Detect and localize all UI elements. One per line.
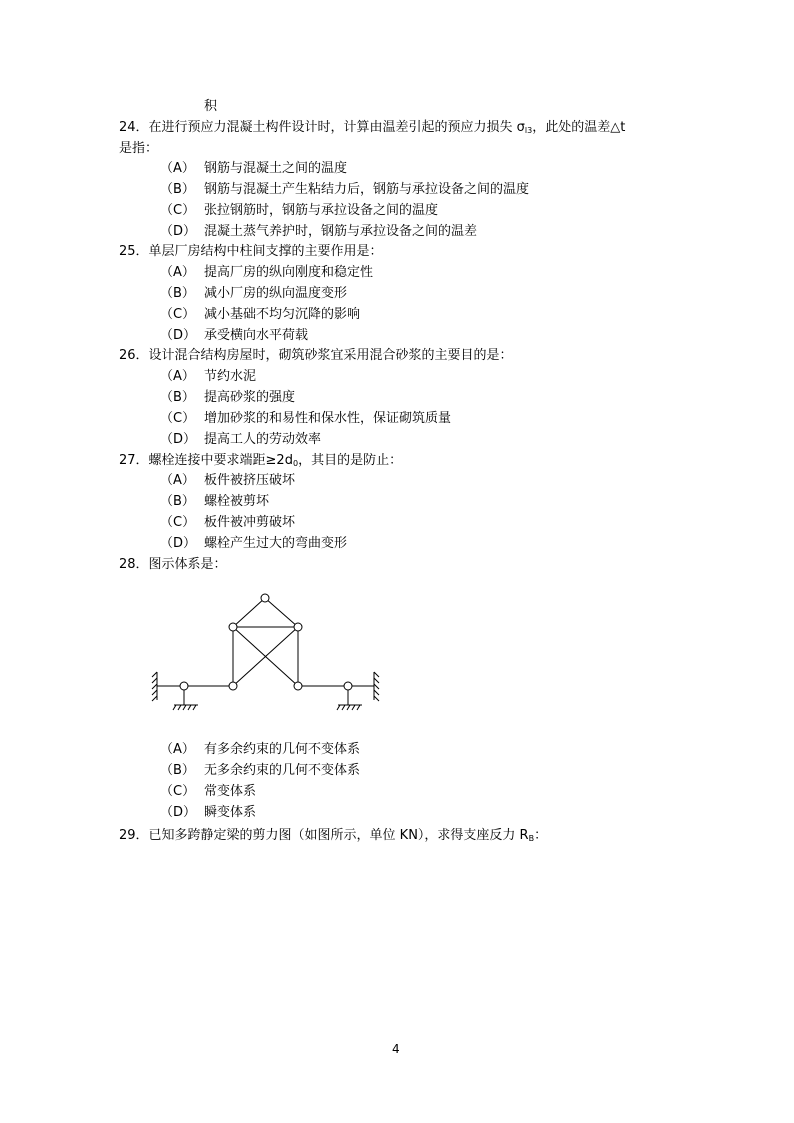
option-label: （D） [160,536,197,551]
option-text: 螺栓被剪坏 [204,494,270,509]
q26-option-a [160,367,256,387]
q29-stem-a: 29．已知多跨静定梁的剪力图（如图所示，单位 KN），求得支座反力 R [119,828,529,843]
members [157,598,374,705]
option-label: （A） [160,473,195,488]
q26-option-d [160,430,321,450]
option-text: 瞬变体系 [204,805,257,820]
q28-option-b [160,761,360,781]
option-text: 承受横向水平荷载 [204,328,309,343]
option-text: 节约水泥 [204,369,257,384]
option-label: （C） [160,307,196,322]
q24-option-a [160,159,347,179]
option-label: （C） [160,411,196,426]
option-text: 常变体系 [204,784,257,799]
option-text: 钢筋与混凝土产生粘结力后，钢筋与承拉设备之间的温度 [204,182,530,197]
page-number: 4 [392,1042,400,1056]
q28-option-c [160,782,256,802]
q25-option-d [160,326,308,346]
option-text: 提高工人的劳动效率 [204,432,322,447]
option-label: （A） [160,161,195,176]
q27-option-d [160,534,347,554]
option-label: （B） [160,182,195,197]
q24-option-d [160,222,477,242]
right-wall-support [374,672,379,701]
option-text: 提高砂浆的强度 [204,390,296,405]
option-label: （B） [160,390,195,405]
q24-stem-a: 24．在进行预应力混凝土构件设计时，计算由温差引起的预应力损失 σ [119,120,525,135]
q26-option-c [160,409,451,429]
q25-option-c [160,305,360,325]
option-text: 提高厂房的纵向刚度和稳定性 [204,265,374,280]
option-text: 板件被挤压破坏 [204,473,296,488]
question-28-stem: 28．图示体系是： [119,557,227,572]
option-label: （D） [160,432,197,447]
structure-diagram [140,580,400,720]
q27-option-b [160,492,269,512]
option-label: （D） [160,328,197,343]
q29-stem-sub: B [528,834,535,843]
option-text: 混凝土蒸气养护时，钢筋与承拉设备之间的温差 [204,224,478,239]
q24-option-c [160,201,438,221]
option-text: 减小基础不均匀沉降的影响 [204,307,361,322]
q29-stem-b: ： [534,828,548,843]
question-26-stem: 26．设计混合结构房屋时，砌筑砂浆宜采用混合砂浆的主要目的是： [119,348,513,363]
option-label: （D） [160,805,197,820]
continuation-text: 积 [204,99,218,114]
option-label: （B） [160,286,195,301]
question-24-stem [119,118,625,141]
q28-option-d [160,803,256,823]
hinge-nodes [180,594,352,690]
question-29-stem [119,826,547,849]
option-label: （B） [160,494,195,509]
option-label: （A） [160,265,195,280]
option-label: （B） [160,763,195,778]
q27-stem-a: 27．螺栓连接中要求端距≥2d [119,453,293,468]
q27-stem-sub: 0 [292,459,299,468]
q25-option-b [160,284,347,304]
option-text: 螺栓产生过大的弯曲变形 [204,536,348,551]
option-text: 板件被冲剪破坏 [204,515,296,530]
q27-option-c [160,513,295,533]
option-label: （A） [160,742,195,757]
option-label: （C） [160,515,196,530]
q27-option-a [160,471,295,491]
q25-option-a [160,263,373,283]
option-text: 有多余约束的几何不变体系 [204,742,361,757]
left-wall-support [152,672,157,701]
option-text: 增加砂浆的和易性和保水性，保证砌筑质量 [204,411,452,426]
option-label: （C） [160,203,196,218]
q28-option-a [160,740,360,760]
option-text: 减小厂房的纵向温度变形 [204,286,348,301]
option-text: 钢筋与混凝土之间的温度 [204,161,348,176]
question-24-stem-cont: 是指： [119,141,159,156]
right-ground-support [337,705,362,710]
q24-option-b [160,180,529,200]
question-25-stem: 25．单层厂房结构中柱间支撑的主要作用是： [119,244,383,259]
option-text: 张拉钢筋时，钢筋与承拉设备之间的温度 [204,203,439,218]
option-label: （A） [160,369,195,384]
option-label: （C） [160,784,196,799]
option-text: 无多余约束的几何不变体系 [204,763,361,778]
q27-stem-b: ，其目的是防止： [298,453,403,468]
q24-stem-b: ，此处的温差△t [532,120,626,135]
option-label: （D） [160,224,197,239]
left-ground-support [173,705,198,710]
q26-option-b [160,388,295,408]
q24-stem-sub: l3 [524,126,533,135]
